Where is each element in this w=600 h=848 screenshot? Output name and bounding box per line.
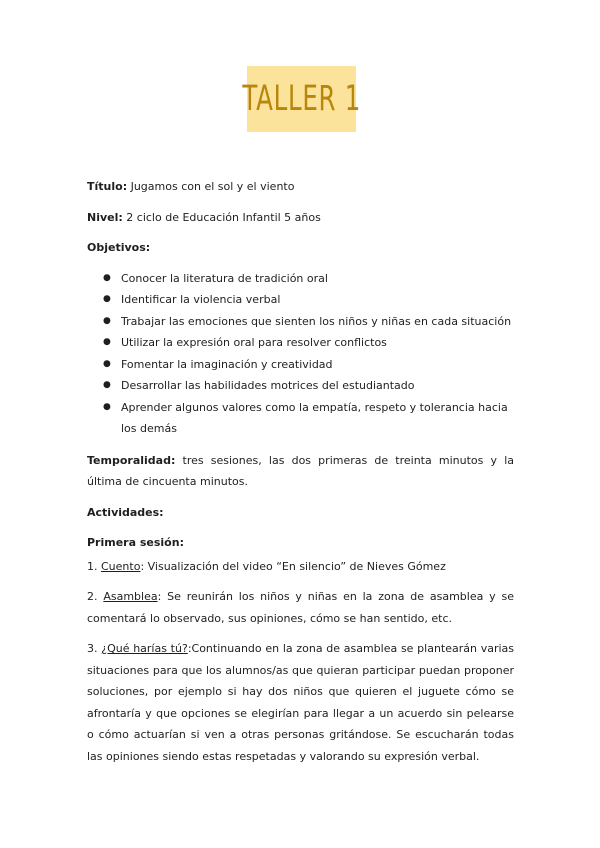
temporalidad-text: tres sesiones, las dos primeras de treinta minutos y la última de cincuenta minutos. [87, 453, 514, 488]
session-heading: Primera sesión: [87, 536, 184, 549]
list-item: ● Identificar la violencia verbal [87, 289, 514, 311]
bullet-icon: ● [103, 272, 111, 283]
list-item: ● Conocer la literatura de tradición oral [87, 268, 514, 290]
list-item: ● Trabajar las emociones que sienten los niños y niñas en cada situación [87, 311, 514, 333]
temporalidad-label: Temporalidad: [87, 453, 176, 467]
titulo-line [87, 176, 514, 198]
activity-item-3: 3. ¿Qué harías tú?:Continuando en la zona de asamblea se plantearán varias situaciones para que los alumnos/as que quieran participar puedan proponer soluciones, por ejemplo si hay dos niños que quieren el juguete cómo se afrontaría y que opciones se elegirían para llegar a un acuerdo sin pelearse o cómo actuarían si ven a otras personas gritándose. Se escucharán todas las opiniones siendo estas respetadas y valorando su expresión verbal. [87, 642, 515, 763]
bullet-icon: ● [103, 294, 111, 304]
bullet-icon: ● [103, 401, 111, 412]
temporalidad-paragraph [87, 450, 514, 493]
nivel-label: Nivel: [87, 210, 123, 224]
page-title: TALLER 1 [242, 79, 361, 119]
activity-name: Asamblea [103, 590, 158, 603]
bullet-icon: ● [103, 337, 111, 347]
list-item: ● Fomentar la imaginación y creatividad [87, 354, 514, 376]
bullet-icon: ● [103, 380, 111, 390]
titulo-label: Título: [87, 180, 128, 193]
activity-item-1: 1. Cuento: Visualización del video “En silencio” de Nieves Gómez [87, 559, 446, 573]
nivel-line [87, 207, 514, 229]
bullet-icon: ● [103, 315, 111, 326]
document-body [87, 176, 514, 776]
bullet-icon: ● [103, 358, 111, 369]
activity-name: ¿Qué harías tú? [101, 642, 188, 655]
title-banner [242, 66, 361, 132]
activity-name: Cuento [101, 559, 141, 573]
actividades-heading: Actividades: [87, 505, 164, 519]
nivel-value: 2 ciclo de Educación Infantil 5 años [126, 210, 321, 224]
objetivos-heading: Objetivos: [87, 241, 151, 254]
list-item: ● Desarrollar las habilidades motrices del estudiantado [87, 375, 514, 397]
titulo-value: Jugamos con el sol y el viento [130, 180, 295, 193]
activity-item-2: 2. Asamblea: Se reunirán los niños y niñas en la zona de asamblea y se comentará lo observado, sus opiniones, cómo se han sentido, etc. [87, 590, 514, 625]
list-item: ● Aprender algunos valores como la empatía, respeto y tolerancia hacia los demás [87, 397, 514, 440]
objetivos-list [87, 268, 514, 440]
list-item: ● Utilizar la expresión oral para resolver conflictos [87, 332, 514, 354]
